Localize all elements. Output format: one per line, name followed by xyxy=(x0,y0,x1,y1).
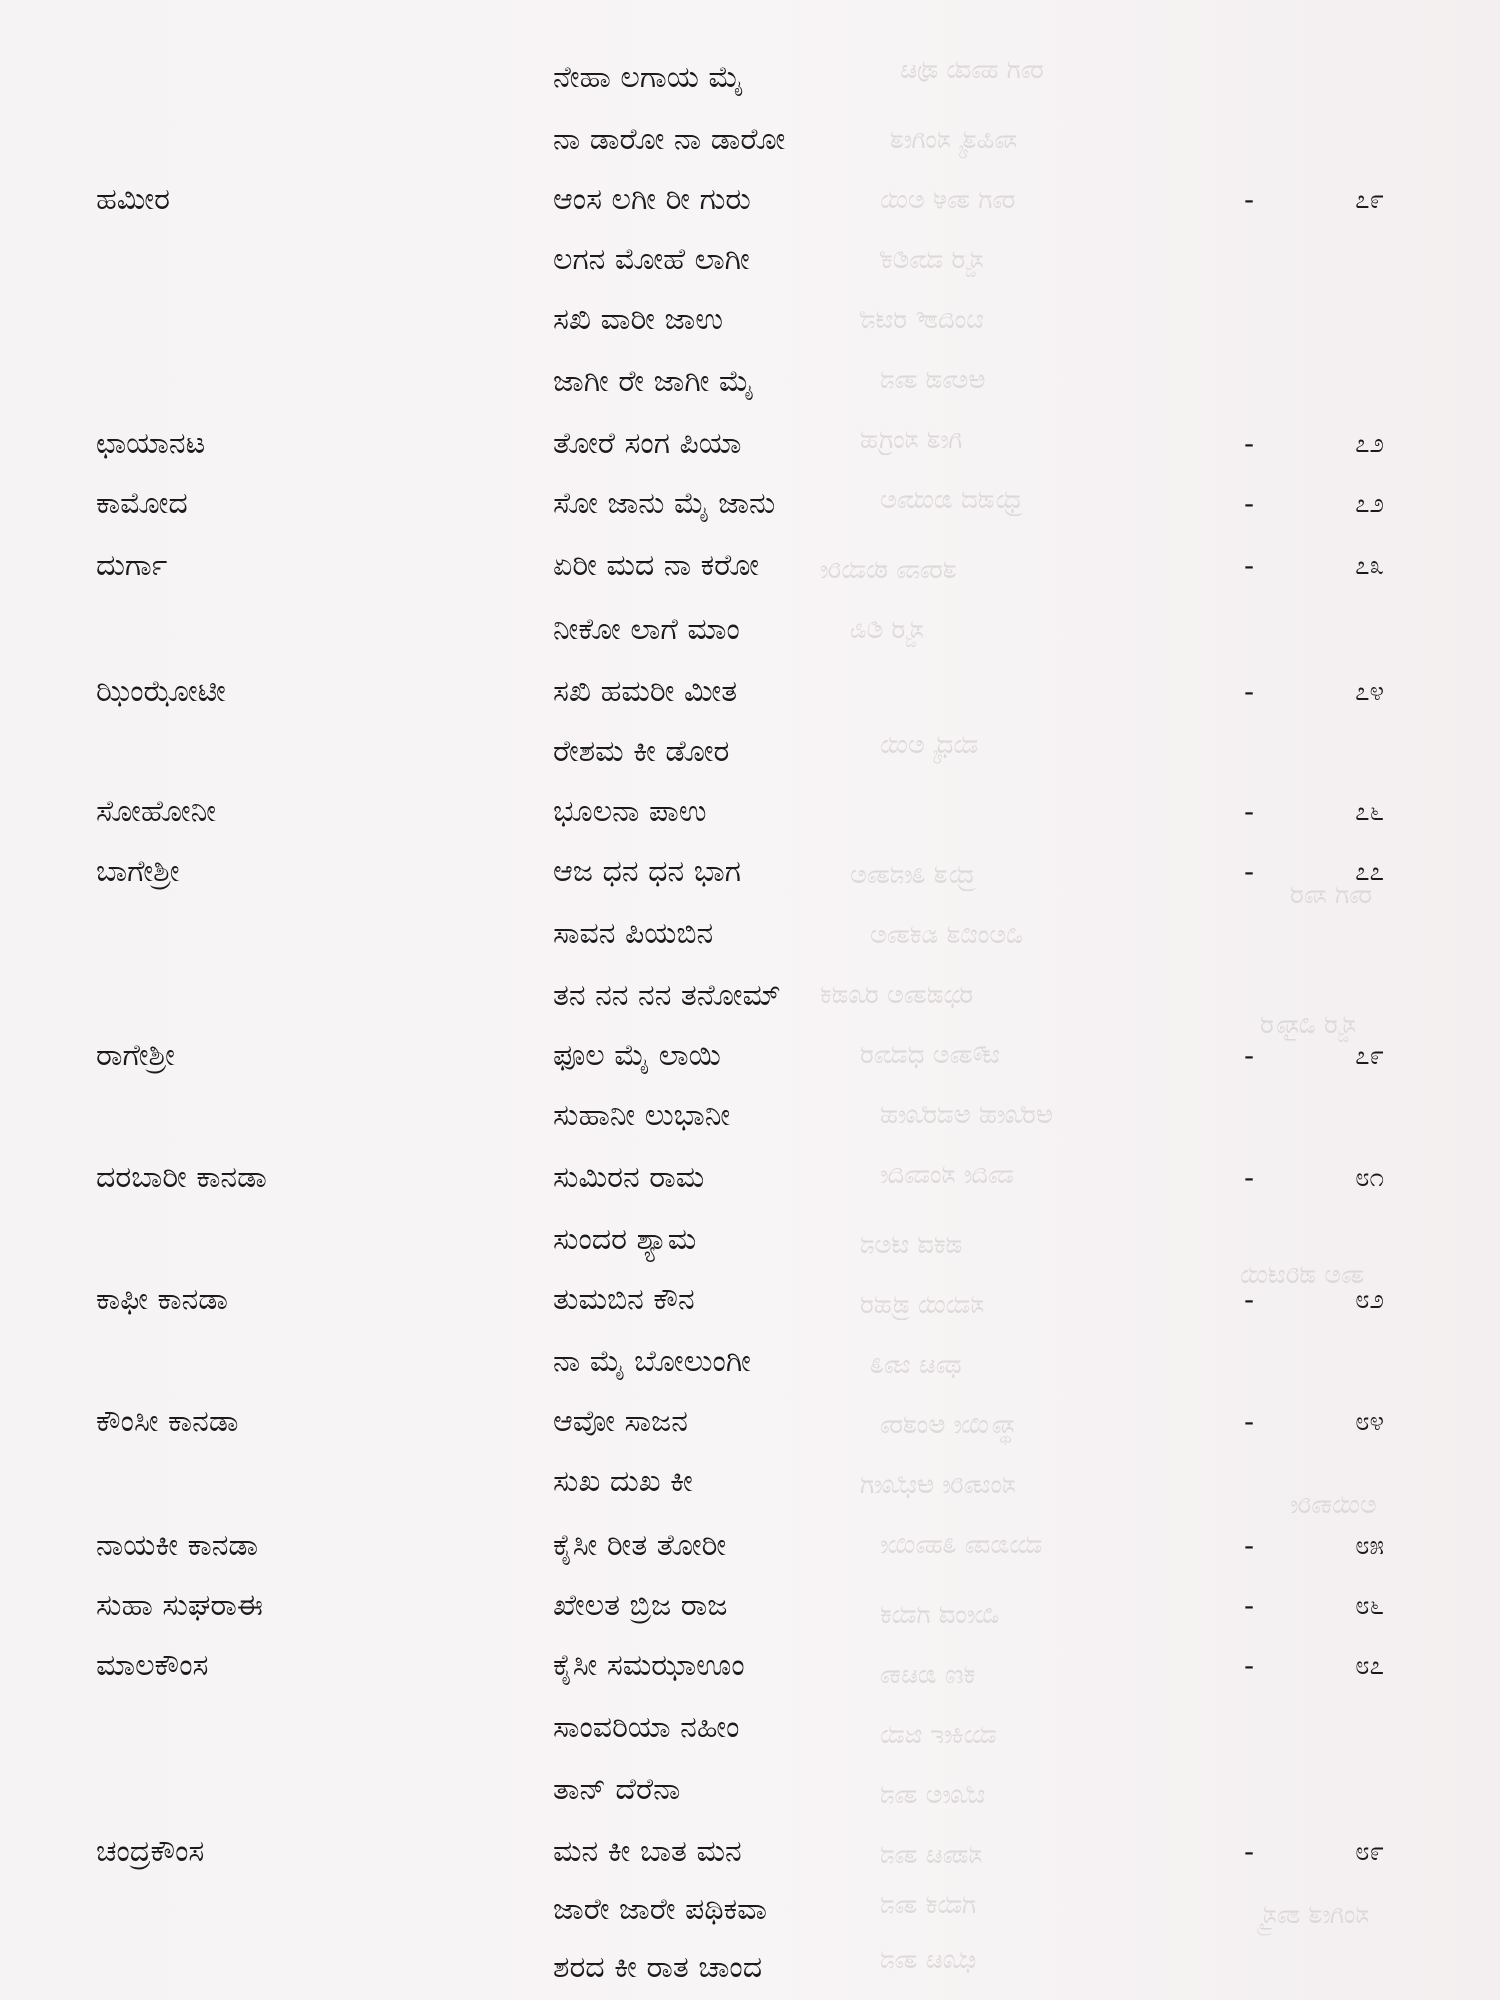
list-item xyxy=(0,48,1500,108)
page-number: ೭೯ xyxy=(1355,1041,1385,1071)
song-title: ತೋರೆ ಸಂಗ ಪಿಯಾ xyxy=(553,426,742,461)
list-item xyxy=(0,904,1500,964)
separator-dash: - xyxy=(1244,549,1255,582)
list-item xyxy=(0,230,1500,290)
separator-dash: - xyxy=(1244,855,1255,888)
separator-dash: - xyxy=(1244,1649,1255,1682)
list-item xyxy=(0,1698,1500,1758)
list-item xyxy=(0,600,1500,660)
song-title: ಜಾರೇ ಜಾರೇ ಪಥಿಕವಾ xyxy=(553,1892,767,1927)
raga-name: ರಾಗೇಶ್ರೀ xyxy=(96,1038,175,1073)
raga-name: ಛಾಯಾನಟ xyxy=(96,426,206,461)
page-number: ೮೬ xyxy=(1355,1591,1385,1621)
list-item xyxy=(0,352,1500,412)
list-item xyxy=(0,1210,1500,1270)
song-title: ಸಾವನ ಪಿಯಬಿನ xyxy=(553,916,714,951)
raga-name: ಕೌಂಸೀ ಕಾನಡಾ xyxy=(96,1404,239,1439)
song-title: ಲಗನ ಮೋಹೆ ಲಾಗೀ xyxy=(553,242,750,277)
list-item xyxy=(0,1576,1500,1636)
page-number: ೭೨ xyxy=(1355,429,1385,459)
raga-name: ಮಾಲಕೌಂಸ xyxy=(96,1648,209,1683)
separator-dash: - xyxy=(1244,183,1255,216)
song-title: ಕೈಸೀ ಸಮಝಾಊಂ xyxy=(553,1648,745,1683)
raga-name: ನಾಯಕೀ ಕಾನಡಾ xyxy=(96,1528,259,1563)
song-title: ಆಂಸ ಲಗೀ ರೀ ಗುರು xyxy=(553,182,751,217)
list-item xyxy=(0,170,1500,230)
song-title: ತುಮಬಿನ ಕೌನ xyxy=(553,1282,695,1317)
song-title: ನೀಕೋ ಲಾಗೆ ಮಾಂ xyxy=(553,612,740,647)
song-title: ನಾ ಮೈ ಬೋಲುಂಗೀ xyxy=(553,1344,751,1379)
song-title: ಶರದ ಕೀ ರಾತ ಚಾಂದ xyxy=(553,1950,763,1985)
separator-dash: - xyxy=(1244,1039,1255,1072)
list-item xyxy=(0,1452,1500,1512)
song-title: ರೇಶಮ ಕೀ ಡೋರ xyxy=(553,734,730,769)
raga-name: ಹಮೀರ xyxy=(96,182,170,217)
list-item xyxy=(0,536,1500,596)
separator-dash: - xyxy=(1244,1835,1255,1868)
separator-dash: - xyxy=(1244,1529,1255,1562)
separator-dash: - xyxy=(1244,1283,1255,1316)
separator-dash: - xyxy=(1244,427,1255,460)
song-title: ಸುಹಾನೀ ಲುಭಾನೀ xyxy=(553,1098,731,1133)
list-item xyxy=(0,662,1500,722)
list-item xyxy=(0,842,1500,902)
raga-name: ಸುಹಾ ಸುಘರಾಈ xyxy=(96,1588,263,1623)
raga-name: ಸೋಹೋನೀ xyxy=(96,794,216,829)
list-item xyxy=(0,1636,1500,1696)
list-item xyxy=(0,414,1500,474)
list-item xyxy=(0,1392,1500,1452)
separator-dash: - xyxy=(1244,1405,1255,1438)
song-title: ತನ ನನ ನನ ತನೋಮ್ xyxy=(553,978,781,1013)
list-item xyxy=(0,1760,1500,1820)
song-title: ಜಾಗೀ ರೇ ಜಾಗೀ ಮೈ xyxy=(553,364,754,399)
page-number: ೭೨ xyxy=(1355,489,1385,519)
song-title: ತಾನ್ ದೆರೆನಾ xyxy=(553,1772,681,1807)
list-item xyxy=(0,1880,1500,1940)
song-title: ಸಖಿ ಹಮರೀ ಮೀತ xyxy=(553,674,738,709)
list-item xyxy=(0,1148,1500,1208)
list-item xyxy=(0,474,1500,534)
song-title: ಕೈಸೀ ರೀತ ತೋರೀ xyxy=(553,1528,727,1563)
raga-name: ಚಂದ್ರಕೌಂಸ xyxy=(96,1834,205,1869)
song-title: ಸಖಿ ವಾರೀ ಜಾಉ xyxy=(553,302,724,337)
list-item xyxy=(0,1086,1500,1146)
song-title: ಸೋ ಜಾನು ಮೈ ಜಾನು xyxy=(553,486,776,521)
page-number: ೭೭ xyxy=(1355,857,1385,887)
page-number: ೮೧ xyxy=(1355,1163,1385,1193)
page-number: ೮೫ xyxy=(1355,1531,1385,1561)
list-item xyxy=(0,966,1500,1026)
raga-name: ದುರ್ಗಾ xyxy=(96,548,168,583)
separator-dash: - xyxy=(1244,795,1255,828)
list-item xyxy=(0,1332,1500,1392)
song-title: ಸುಖ ದುಖ ಕೀ xyxy=(553,1464,693,1499)
raga-name: ಝಿಂಝೋಟೀ xyxy=(96,674,226,709)
list-item xyxy=(0,1938,1500,1998)
song-title: ಸುಂದರ ಶ್ಯಾಮ xyxy=(553,1222,697,1257)
list-item xyxy=(0,110,1500,170)
song-title: ಆವೋ ಸಾಜನ xyxy=(553,1404,688,1439)
song-title: ನೇಹಾ ಲಗಾಯ ಮೈ xyxy=(553,60,744,95)
separator-dash: - xyxy=(1244,1589,1255,1622)
page-number: ೮೪ xyxy=(1355,1407,1385,1437)
song-title: ಭೂಲನಾ ಪಾಉ xyxy=(553,794,707,829)
page-number: ೮೯ xyxy=(1355,1837,1385,1867)
list-item xyxy=(0,1822,1500,1882)
page-number: ೭೬ xyxy=(1355,797,1385,827)
page-number: ೮೨ xyxy=(1355,1285,1385,1315)
page-number: ೭೪ xyxy=(1355,677,1385,707)
song-title: ಆಜ ಧನ ಧನ ಭಾಗ xyxy=(553,854,741,889)
raga-name: ದರಬಾರೀ ಕಾನಡಾ xyxy=(96,1160,267,1195)
list-item xyxy=(0,1516,1500,1576)
page-number: ೭೯ xyxy=(1355,185,1385,215)
list-item xyxy=(0,722,1500,782)
list-item xyxy=(0,782,1500,842)
song-title: ಫೂಲ ಮೈ ಲಾಯಿ xyxy=(553,1038,721,1073)
song-title: ಖೇಲತ ಬ್ರಿಜ ರಾಜ xyxy=(553,1588,728,1623)
song-title: ಮನ ಕೀ ಬಾತ ಮನ xyxy=(553,1834,742,1869)
page-number: ೭೩ xyxy=(1355,551,1385,581)
raga-name: ಕಾಮೋದ xyxy=(96,486,188,521)
song-title: ಸಾಂವರಿಯಾ ನಹೀಂ xyxy=(553,1710,740,1745)
separator-dash: - xyxy=(1244,487,1255,520)
raga-name: ಕಾಫೀ ಕಾನಡಾ xyxy=(96,1282,228,1317)
song-title: ಏರೀ ಮದ ನಾ ಕರೋ xyxy=(553,548,759,583)
list-item xyxy=(0,1026,1500,1086)
list-item xyxy=(0,1270,1500,1330)
raga-name: ಬಾಗೇಶ್ರೀ xyxy=(96,854,180,889)
separator-dash: - xyxy=(1244,675,1255,708)
separator-dash: - xyxy=(1244,1161,1255,1194)
list-item xyxy=(0,290,1500,350)
scanned-page: ರಾಗ ಹಾಡು ಪುಟ ಸಾಹಿತ್ಯ ಸಂಗೀತ ರಾಗ ತಾಳ ಲಯ ಸ್ವರ ಮಾಲಿಕೆ ಬಂದಿಶ್ ರಚನೆ ಆಲಾಪ ತಾನ ಗೀತ ಸಂಗ್ರಹ ಧ್ರುಪದ ಖಯಾಲ ತರಾನಾ ಠುಮರೀ ಸ್ವರ ಲಿಪಿ ಮಧ್ಯ ಲಯ ದ್ರುತ ತೀನತಾಲ ವಿಲಂಬಿತ ಏಕತಾಲ ಝಪತಾಲ ರೂಪಕ ಚೌತಾಲ ಧಮಾರ ಆರೋಹ ಅವರೋಹ ವಾದೀ ಸಂವಾದೀ ಪಕಡ ಚಲನ ಸಮಯ ಪ್ರಹರ ಥಾಟ ಜಾತಿ ಸ್ಥಾಯೀ ಅಂತರಾ ಸಂಚಾರೀ ಆಭೋಗ ಮುಖಡಾ ತಿಹಾಯೀ ಮೀಂಡ ಗಮಕ ಕಣ ಖಟಕಾ ಮುರ್ಕೀ ಜಮ ಬೋಲ ತಾನ ಸಪಾಟ ತಾನ ಗಮಕ ತಾನ ಛೂಟ ತಾನ ರಾಗ ಸಾರ ಸ್ವರ ವಿಸ್ತಾರ ತಾಲ ಪರಿಚಯ ಲಯಕಾರೀ ಸಂಗೀತ ಶಾಸ್ತ್ರ ನೇಹಾ ಲಗಾಯ ಮೈ ನಾ ಡಾರೋ ನಾ ಡಾರೋ ಹಮೀರ ಆಂಸ ಲಗೀ ರೀ ಗುರು - ೭೯ ಲಗನ ಮೋಹೆ ಲಾಗೀ ಸಖಿ ವಾರೀ ಜಾಉ ಜಾಗೀ ರೇ ಜಾಗೀ ಮೈ ಛಾಯಾನಟ ತೋರೆ ಸಂಗ ಪಿಯಾ - ೭೨ ಕಾಮೋದ ಸೋ ಜಾನು ಮೈ ಜಾನು - ೭೨ ದುರ್ಗಾ ಏರೀ ಮದ ನಾ ಕರೋ - ೭೩ ನೀಕೋ ಲಾಗೆ ಮಾಂ ಝಿಂಝೋಟೀ ಸಖಿ ಹಮರೀ ಮೀತ - ೭೪ ರೇಶಮ ಕೀ ಡೋರ ಸೋಹೋನೀ ಭೂಲನಾ ಪಾಉ - ೭೬ ಬಾಗೇಶ್ರೀ ಆಜ ಧನ ಧನ ಭಾಗ - ೭೭ ಸಾವನ ಪಿಯಬಿನ ತನ ನನ ನನ ತನೋಮ್ ರಾಗೇಶ್ರೀ ಫೂಲ ಮೈ ಲಾಯಿ - ೭೯ ಸುಹಾನೀ ಲುಭಾನೀ ದರಬಾರೀ ಕಾನಡಾ ಸುಮಿರನ ರಾಮ - ೮೧ ಸುಂದರ ಶ್ಯಾಮ ಕಾಫೀ ಕಾನಡಾ ತುಮಬಿನ ಕೌನ - ೮೨ ನಾ ಮೈ ಬೋಲುಂಗೀ ಕೌಂಸೀ ಕಾನಡಾ ಆವೋ ಸಾಜನ - ೮೪ ಸುಖ ದುಖ ಕೀ ನಾಯಕೀ ಕಾನಡಾ ಕೈಸೀ ರೀತ ತೋರೀ - ೮೫ ಸುಹಾ ಸುಘರಾಈ ಖೇಲತ ಬ್ರಿಜ ರಾಜ - ೮೬ ಮಾಲಕೌಂಸ ಕೈಸೀ ಸಮಝಾಊಂ - ೮೭ ಸಾಂವರಿಯಾ ನಹೀಂ ತಾನ್ ದೆರೆನಾ ಚಂದ್ರಕೌಂಸ ಮನ ಕೀ ಬಾತ ಮನ - ೮೯ ಜಾರೇ ಜಾರೇ ಪಥಿಕವಾ ಶರದ ಕೀ ರಾತ ಚಾಂದ xyxy=(0,0,1500,2000)
song-title: ನಾ ಡಾರೋ ನಾ ಡಾರೋ xyxy=(553,122,786,157)
song-title: ಸುಮಿರನ ರಾಮ xyxy=(553,1160,705,1195)
page-number: ೮೭ xyxy=(1355,1651,1385,1681)
